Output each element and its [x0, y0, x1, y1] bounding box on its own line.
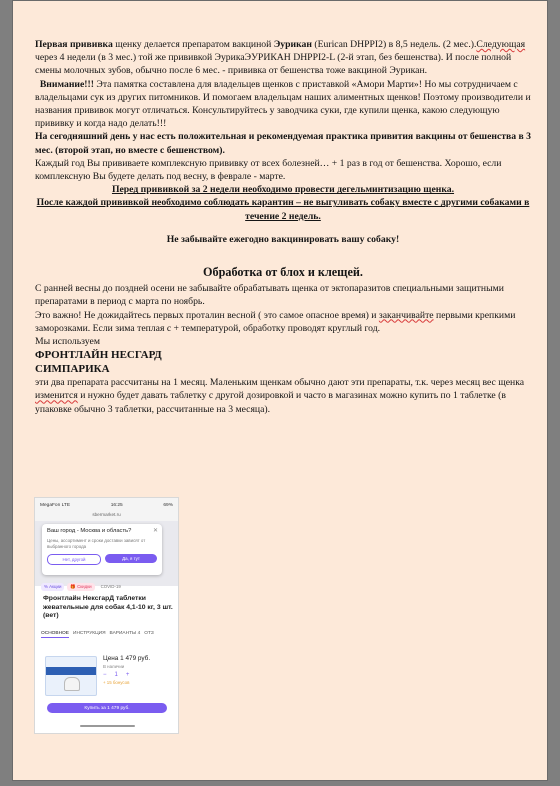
document-content — [35, 38, 531, 416]
status-time: 16:25 — [110, 502, 123, 508]
text-run: (Eurican DHPPI2) в 8,5 недель. (2 мес.). — [311, 39, 477, 50]
text-run: это самое опасное время) и — [261, 309, 379, 321]
chip-promotions[interactable]: % Акции — [41, 583, 64, 591]
paragraph-dosage — [35, 376, 531, 416]
spacer — [35, 223, 531, 233]
spellcheck-word: ( — [258, 309, 262, 321]
paragraph-quarantine: После каждой прививкой необходимо соблюдать карантин – не выгуливать собаку вместе с другими собаками в течение 2 недель. — [36, 197, 530, 222]
paragraph-practice: На сегодняшний день у нас есть положительная и рекомендуемая практика привития вакцины от бешенства в 3 мес. (второй этап, но вместе с бешенством). — [35, 131, 531, 156]
chip-discounts[interactable]: 🎁 Скидки — [67, 583, 94, 591]
close-icon[interactable]: ✕ — [152, 528, 158, 534]
text-run: Это важно! Не дожидайтесь первых проталин весной — [35, 309, 259, 321]
price-box — [103, 655, 173, 685]
plus-button[interactable]: + — [125, 672, 130, 678]
spellcheck-word: изменится — [35, 390, 78, 402]
battery-label: 69% — [163, 502, 173, 508]
document-page — [12, 0, 548, 781]
chip-covid[interactable]: COVID-19 — [100, 584, 121, 589]
product-title: Фронтлайн НексгарД таблетки жевательные для собак 4,1-10 кг, 3 шт. (вет) — [43, 595, 173, 620]
phone-screenshot — [34, 497, 179, 734]
first-vaccination-label: Первая прививка — [35, 39, 113, 50]
paragraph-first-vaccination — [35, 38, 531, 78]
quantity-value: 1 — [114, 672, 118, 678]
vaccine-name: Эурикан — [273, 39, 312, 50]
url-bar[interactable]: sbermarket.ru — [35, 512, 178, 521]
status-bar — [35, 498, 178, 512]
paragraph-important — [35, 309, 531, 335]
paragraph-early-spring: С ранней весны до поздней осени не забывайте обрабатывать щенка от эктопаразитов специальными защитными препаратами в период с марта по ноябрь. — [35, 283, 504, 308]
price — [103, 655, 173, 662]
drug-name-simparica: СИМПАРИКА — [35, 363, 110, 376]
dog-picture — [64, 677, 80, 691]
package-band — [46, 667, 96, 675]
quantity-stepper — [103, 672, 173, 678]
confirm-city-button[interactable]: Да, я тут — [105, 554, 157, 563]
section-heading-fleas-ticks: Обработка от блох и клещей. — [203, 265, 363, 280]
paragraph-yearly: Каждый год Вы прививаете комплексную прививку от всех болезней… + 1 раз в год от бешенства. Хорошо, если комплексную Вы будете делать под весну, в феврале - марте. — [35, 157, 502, 183]
dialog-buttons — [47, 554, 157, 565]
drug-name-frontline: ФРОНТЛАЙН НЕСГАРД — [35, 349, 162, 362]
paragraph-reminder: Не забывайте ежегодно вакцинировать вашу собаку! — [166, 233, 400, 245]
tab-variants[interactable]: ВАРИАНТЫ 4 — [109, 631, 141, 636]
bonus-label: + 15 бонусов — [103, 680, 130, 685]
tab-instructions[interactable]: ИНСТРУКЦИЯ — [73, 631, 106, 636]
buy-button[interactable]: Купить за 1 479 руб. — [47, 703, 167, 713]
text-run: через 4 недели (в 3 мес.) той же прививкой ЭурикаЭУРИКАН DHPPI2-L (2-й этап, без бешенства). И после полной смены молочных зубов, обычно после 6 мес. - прививка от бешенства тоже вакциной Эурикан. — [35, 52, 512, 77]
spellcheck-word: заканчивайте — [378, 309, 434, 321]
carrier-label: MegaFon LTE — [40, 502, 71, 508]
text-run: первыми крепкими заморозками. Если зима теплая с + температурой, обработку проводят круглый год. — [35, 309, 516, 334]
dialog-text: Цены, ассортимент и сроки доставки зависят от выбранного города — [47, 538, 146, 549]
dialog-title: Ваш город - Москва и область? — [47, 528, 132, 534]
text-run: щенку делается препаратом вакциной — [112, 39, 274, 50]
text-run: Эта памятка составлена для владельцев щенков с приставкой «Амори Марти»! Но мы сотрудничаем с владельцами сук из других питомников. И помогаем владельцам наших алиментных щенков! Поэтому производители и названия прививок могут отличаться. Консультируйтесь у заводчика суки, где купили щенка, какою следующую прививку и когда надо делать!!! — [35, 78, 531, 130]
minus-button[interactable]: − — [103, 672, 107, 678]
city-dialog — [42, 524, 162, 575]
price-label: Цена — [103, 655, 119, 662]
spellcheck-word: Следующая — [476, 39, 526, 50]
home-indicator — [80, 725, 135, 727]
other-city-button[interactable]: Нет, другой — [47, 554, 101, 565]
paragraph-we-use: Мы используем — [35, 336, 100, 348]
tab-reviews[interactable]: ОТЗ — [144, 631, 154, 636]
paragraph-attention — [35, 78, 531, 131]
attention-label: Внимание!!! — [39, 78, 94, 90]
paragraph-deworming: Перед прививкой за 2 недели необходимо провести дегельминтизацию щенка. — [111, 184, 455, 196]
product-image — [45, 656, 97, 696]
text-run: и нужно будет давать таблетку с другой дозировкой и часто в магазинах можно купить по 1 таблетке (в упаковке обычно 3 таблетки, рассчитанные на 3 месяца). — [35, 390, 506, 415]
stock-status: В наличии — [103, 664, 125, 669]
product-tabs — [41, 631, 154, 638]
text-run: эти два препарата рассчитаны на 1 месяц. Маленьким щенкам обычно дают эти препараты, т.к. через месяц вес щенка — [35, 377, 525, 389]
tab-main[interactable]: ОСНОВНОЕ — [41, 631, 69, 636]
price-value: 1 479 руб. — [120, 655, 151, 662]
promo-chips — [41, 583, 124, 591]
